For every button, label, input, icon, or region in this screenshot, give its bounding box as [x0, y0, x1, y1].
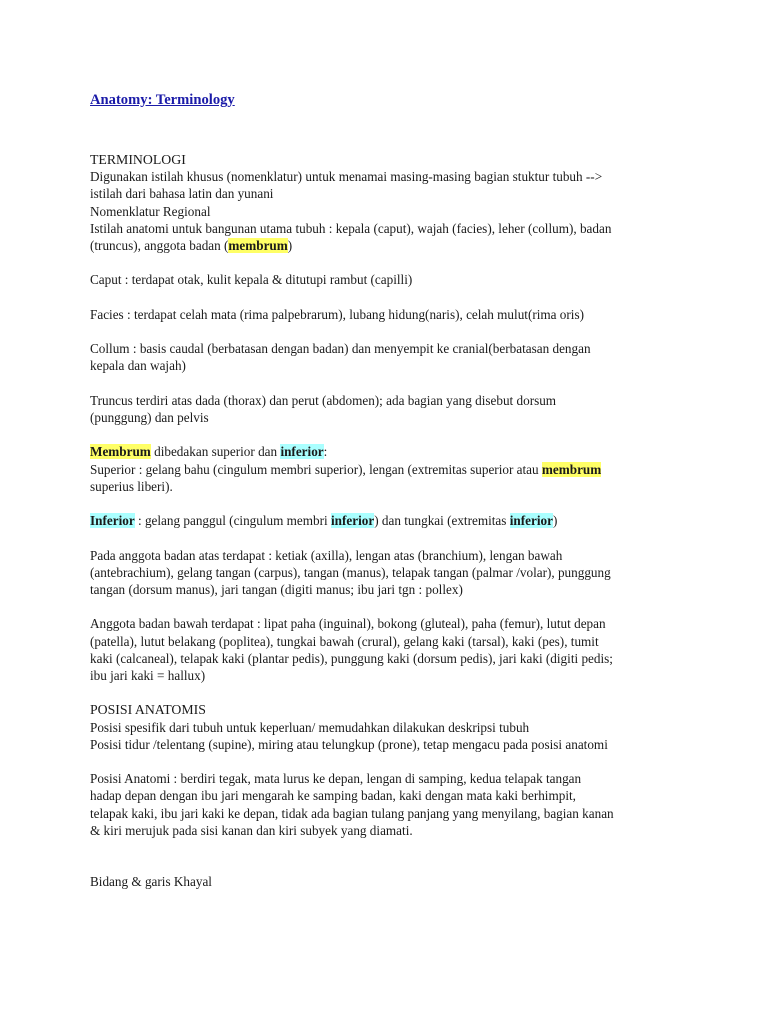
posisi-line-1: Posisi spesifik dari tubuh untuk keperluan/ memudahkan dilakukan deskripsi tubuh	[90, 719, 530, 735]
spacer	[90, 839, 690, 873]
terminologi-line-1: Digunakan istilah khusus (nomenklatur) untuk menamai masing-masing bagian stuktur tubuh -->	[90, 169, 603, 185]
spacer	[90, 529, 690, 546]
atas-line-1: Pada anggota badan atas terdapat : ketiak (axilla), lengan atas (branchium), lengan bawah	[90, 547, 563, 563]
nomenklatur-heading: Nomenklatur Regional	[90, 203, 211, 219]
terminologi-section	[90, 151, 690, 254]
anatomi-line-4: & kiri merujuk pada sisi kanan dan kiri subyek yang diamati.	[90, 822, 413, 838]
membrum-line-1	[90, 443, 690, 460]
collum-line-2: kepala dan wajah)	[90, 358, 186, 374]
bawah-line-1: Anggota badan bawah terdapat : lipat paha (inguinal), bokong (gluteal), paha (femur), lutut depan	[90, 616, 606, 632]
anatomi-line-2: hadap depan dengan ibu jari mengarah ke samping badan, kaki dengan mata kaki berhimpit,	[90, 788, 576, 804]
text-run: (truncus), anggota badan (	[90, 238, 229, 254]
spacer	[90, 323, 690, 340]
terminologi-line-2: istilah dari bahasa latin dan yunani	[90, 186, 274, 202]
atas-line-3: tangan (dorsum manus), jari tangan (digiti manus; ibu jari tgn : pollex)	[90, 581, 463, 597]
bawah-line-3: kaki (calcaneal), telapak kaki (plantar pedis), punggung kaki (dorsum pedis), jari kaki (digiti pedis;	[90, 650, 613, 666]
spacer	[90, 289, 690, 306]
text-run: )	[287, 238, 293, 254]
atas-line-2: (antebrachium), gelang tangan (carpus), tangan (manus), telapak tangan (palmar /volar), punggung	[90, 564, 611, 580]
facies-paragraph: Facies : terdapat celah mata (rima palpebrarum), lubang hidung(naris), celah mulut(rima oris)	[90, 306, 584, 322]
spacer	[90, 254, 690, 271]
truncus-line-2: (punggung) dan pelvis	[90, 409, 209, 425]
collum-paragraph	[90, 340, 690, 374]
collum-line-1: Collum : basis caudal (berbatasan dengan badan) dan menyempit ke cranial(berbatasan dengan	[90, 341, 591, 357]
posisi-anatomi-paragraph	[90, 770, 690, 839]
highlight-inferior: inferior	[509, 513, 553, 529]
highlight-membrum: Membrum	[90, 444, 151, 460]
spacer	[90, 684, 690, 701]
spacer	[90, 426, 690, 443]
truncus-paragraph	[90, 392, 690, 426]
highlight-inferior: Inferior	[90, 513, 135, 529]
membrum-line-2	[90, 461, 690, 478]
highlight-membrum: membrum	[228, 238, 288, 254]
bawah-line-4: ibu jari kaki = hallux)	[90, 667, 206, 683]
terminologi-line-4: Istilah anatomi untuk bangunan utama tubuh : kepala (caput), wajah (facies), leher (collum), badan	[90, 220, 612, 236]
spacer	[90, 110, 690, 151]
anggota-atas-paragraph	[90, 547, 690, 599]
spacer	[90, 753, 690, 770]
spacer	[90, 375, 690, 392]
document-page	[90, 90, 690, 890]
terminologi-heading: TERMINOLOGI	[90, 152, 186, 167]
highlight-inferior: inferior	[280, 444, 324, 460]
spacer	[90, 598, 690, 615]
text-run: ) dan tungkai (extremitas	[374, 513, 510, 529]
posisi-heading: POSISI ANATOMIS	[90, 702, 206, 718]
posisi-line-2: Posisi tidur /telentang (supine), miring atau telungkup (prone), tetap mengacu pada posisi anatomi	[90, 736, 608, 752]
bidang-heading: Bidang & garis Khayal	[90, 873, 212, 889]
anggota-bawah-paragraph	[90, 615, 690, 684]
text-run: : gelang panggul (cingulum membri	[134, 513, 331, 529]
text-run: dibedakan superior dan	[150, 444, 281, 460]
membrum-paragraph	[90, 443, 690, 495]
posisi-anatomis-section	[90, 701, 690, 753]
caput-paragraph: Caput : terdapat otak, kulit kepala & ditutupi rambut (capilli)	[90, 272, 413, 288]
anatomi-line-1: Posisi Anatomi : berdiri tegak, mata lurus ke depan, lengan di samping, kedua telapak tangan	[90, 771, 582, 787]
membrum-line-3: superius liberi).	[90, 478, 173, 494]
text-run: :	[323, 444, 328, 460]
highlight-membrum: membrum	[541, 461, 602, 477]
text-run: )	[552, 513, 558, 529]
text-run: Superior : gelang bahu (cingulum membri superior), lengan (extremitas superior atau	[90, 461, 542, 477]
highlight-inferior: inferior	[331, 513, 375, 529]
anatomi-line-3: telapak kaki, ibu jari kaki ke depan, tidak ada bagian tulang panjang yang menyilang, bagian kanan	[90, 805, 614, 821]
inferior-paragraph	[90, 512, 690, 529]
document-title-link[interactable]: Anatomy: Terminology	[90, 92, 235, 108]
spacer	[90, 495, 690, 512]
truncus-line-1: Truncus terdiri atas dada (thorax) dan perut (abdomen); ada bagian yang disebut dorsum	[90, 392, 557, 408]
terminologi-line-5	[90, 237, 690, 254]
bawah-line-2: (patella), lutut belakang (poplitea), tungkai bawah (crural), gelang kaki (tarsal), kaki (pes), tumit	[90, 633, 599, 649]
